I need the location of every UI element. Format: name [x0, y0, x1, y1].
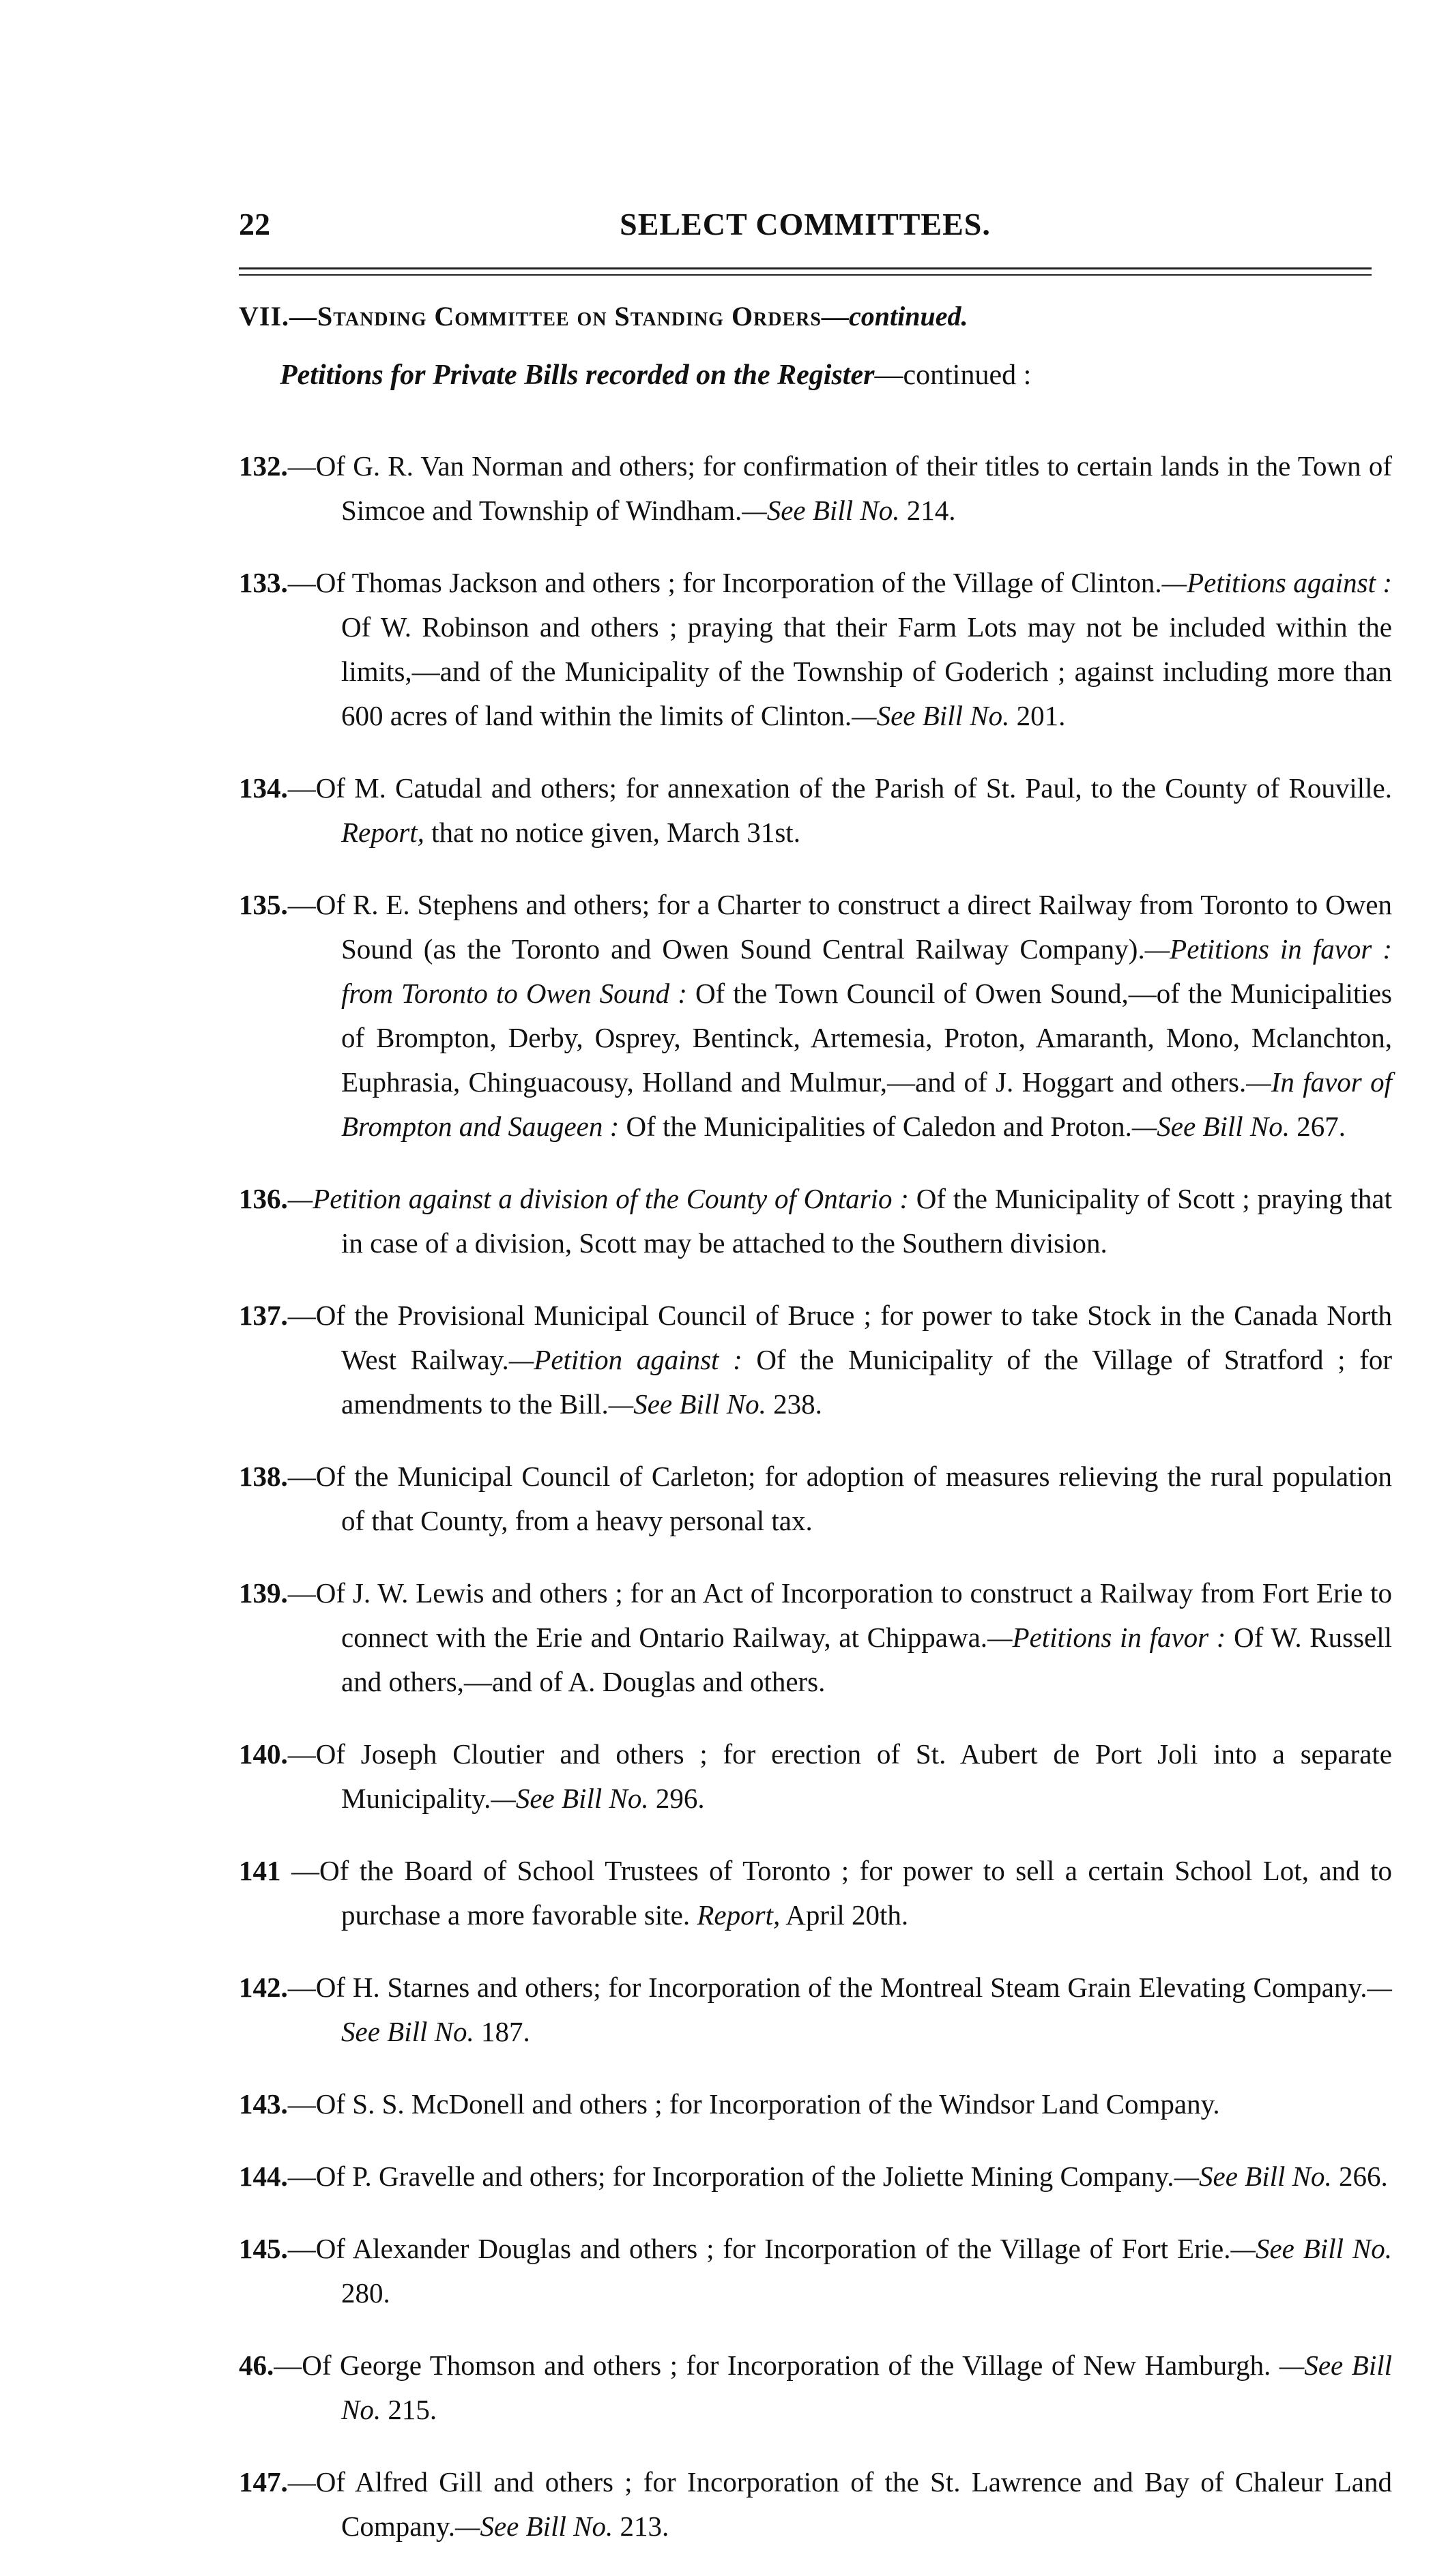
petition-text: 201.: [1009, 700, 1066, 731]
petition-italic-text: —Petition against a division of the County of Ontario :: [287, 1183, 909, 1214]
petition-text: Of the Town Council of Owen Sound,—of the Municipalities of Brompton, Derby, Osprey, Bentinck, Artemesia, Proton, Amaranth, Mono, Mclanchton, Euphrasia, Chinguacousy, Holland and Mulmur,—and of J. Hoggart and others.: [341, 978, 1392, 1098]
petition-entry: [239, 561, 1392, 738]
petition-entry: [239, 2154, 1392, 2199]
petition-entry: [239, 2082, 1392, 2126]
petition-text: Of W. Robinson and others ; praying that their Farm Lots may not be included within the limits,—and of the Municipality of the Township of Goderich ; against including more than 600 acres of land within the limits of Clinton.: [341, 611, 1392, 731]
section-label: VII.—Standing Committee on Standing Orders: [239, 301, 822, 332]
petition-italic-text: —See Bill No.: [1131, 1111, 1290, 1142]
petition-text: —Of R. E. Stephens and others; for a Charter to construct a direct Railway from Toronto to Owen Sound (as the Toronto and Owen Sound Central Railway Company).: [287, 889, 1392, 965]
petition-number: 136.: [239, 1183, 288, 1214]
petition-number: 132.: [239, 450, 288, 482]
petition-italic-text: Report,: [697, 1899, 781, 1931]
petition-text: 187.: [474, 2016, 530, 2047]
section-continued: —continued.: [821, 301, 968, 332]
petition-number: 137.: [239, 1300, 288, 1331]
petition-italic-text: —Petition against :: [508, 1344, 742, 1375]
petition-text: —Of Thomas Jackson and others ; for Incorporation of the Village of Clinton.: [287, 567, 1162, 598]
subheading: [280, 359, 1031, 392]
header-rule-top: [239, 267, 1372, 269]
petition-number: 140.: [239, 1738, 288, 1770]
petition-number: 143.: [239, 2088, 288, 2120]
petition-entry: [239, 444, 1392, 533]
petition-italic-text: —Petitions in favor : from Toronto to Owen Sound :: [341, 933, 1392, 1009]
petition-italic-text: —See Bill No.: [341, 2350, 1392, 2425]
petition-text: —Of H. Starnes and others; for Incorporation of the Montreal Steam Grain Elevating Company.: [287, 1972, 1367, 2003]
petition-entry: [239, 2460, 1392, 2549]
petition-text: —Of G. R. Van Norman and others; for confirmation of their titles to certain lands in the Town of Simcoe and Township of Windham.: [287, 450, 1392, 526]
petition-number: 46.: [239, 2350, 274, 2381]
petition-italic-text: —Petitions in favor :: [987, 1622, 1226, 1653]
petition-text: —Of the Board of School Trustees of Toronto ; for power to sell a certain School Lot, and to purchase a more favorable site.: [280, 1855, 1392, 1931]
petition-italic-text: Report,: [341, 817, 424, 848]
petition-number: 141: [239, 1855, 281, 1886]
petition-entry: [239, 1177, 1392, 1265]
petition-text: that no notice given, March 31st.: [424, 817, 800, 848]
section-heading: [239, 300, 968, 332]
petition-number: 139.: [239, 1577, 288, 1609]
petition-number: 147.: [239, 2466, 288, 2498]
petition-text: —Of M. Catudal and others; for annexation of the Parish of St. Paul, to the County of Rouville.: [287, 772, 1392, 804]
petition-entry: [239, 2227, 1392, 2315]
petition-text: —Of Alexander Douglas and others ; for Incorporation of the Village of Fort Erie.: [287, 2233, 1231, 2264]
petition-italic-text: —See Bill No.: [491, 1783, 649, 1814]
petition-entry: [239, 766, 1392, 855]
petition-entry: [239, 2343, 1392, 2432]
petition-number: 134.: [239, 772, 288, 804]
petition-number: 135.: [239, 889, 288, 920]
petition-italic-text: —See Bill No.: [1174, 2161, 1332, 2192]
petition-text: Of the Municipality of the Village of Stratford ; for amendments to the Bill.: [341, 1344, 1393, 1420]
subheading-italic: Petitions for Private Bills recorded on the Register: [280, 360, 875, 391]
petition-italic-text: —In favor of Brompton and Saugeen :: [341, 1066, 1392, 1142]
petition-entry: [239, 1732, 1392, 1821]
petition-italic-text: —See Bill No.: [341, 1972, 1392, 2047]
petition-italic-text: —See Bill No.: [742, 495, 900, 526]
petition-text: —Of the Municipal Council of Carleton; for adoption of measures relieving the rural population of that County, from a heavy personal tax.: [287, 1461, 1392, 1536]
petition-text: Of the Municipalities of Caledon and Proton.: [619, 1111, 1132, 1142]
subheading-continued: —continued :: [874, 360, 1032, 391]
petition-text: —Of Joseph Cloutier and others ; for erection of St. Aubert de Port Joli into a separate Municipality.: [287, 1738, 1392, 1814]
petition-text: —Of J. W. Lewis and others ; for an Act of Incorporation to construct a Railway from Fort Erie to connect with the Erie and Ontario Railway, at Chippawa.: [287, 1577, 1392, 1653]
petition-text: 280.: [341, 2277, 390, 2309]
petition-text: —Of George Thomson and others ; for Incorporation of the Village of New Hamburgh.: [274, 2350, 1279, 2381]
petition-text: April 20th.: [780, 1899, 909, 1931]
petition-italic-text: —Petitions against :: [1161, 567, 1392, 598]
petition-text: —Of Alfred Gill and others ; for Incorporation of the St. Lawrence and Bay of Chaleur Land Company.: [287, 2466, 1392, 2542]
petition-number: 133.: [239, 567, 288, 598]
petition-text: 213.: [613, 2511, 669, 2542]
petition-text: Of W. Russell and others,—and of A. Douglas and others.: [341, 1622, 1392, 1697]
page-number: 22: [239, 207, 270, 241]
petition-text: Of the Municipality of Scott ; praying that in case of a division, Scott may be attached to the Southern division.: [341, 1183, 1392, 1259]
petition-entry: [239, 883, 1392, 1149]
petition-italic-text: —See Bill No.: [1230, 2233, 1392, 2264]
petition-entry: [239, 1849, 1392, 1937]
petition-italic-text: —See Bill No.: [852, 700, 1010, 731]
petition-text: 267.: [1290, 1111, 1346, 1142]
petition-entry: [239, 1293, 1392, 1426]
petition-text: —Of P. Gravelle and others; for Incorporation of the Joliette Mining Company.: [287, 2161, 1174, 2192]
petition-number: 144.: [239, 2161, 288, 2192]
page-header: [239, 206, 1372, 247]
petition-text: 296.: [648, 1783, 705, 1814]
petition-text: —Of the Provisional Municipal Council of Bruce ; for power to take Stock in the Canada North West Railway.: [287, 1300, 1392, 1375]
petition-entry: [239, 1965, 1392, 2054]
petition-entry: [239, 1454, 1392, 1543]
petition-text: 238.: [766, 1388, 822, 1420]
petition-list: [239, 416, 1392, 2569]
petition-text: 215.: [381, 2394, 437, 2425]
header-rule-bottom: [239, 274, 1372, 276]
petition-number: 138.: [239, 1461, 288, 1492]
petition-text: —Of S. S. McDonell and others ; for Incorporation of the Windsor Land Company.: [287, 2088, 1220, 2120]
petition-text: 266.: [1331, 2161, 1388, 2192]
petition-text: 214.: [899, 495, 956, 526]
petition-entry: [239, 1571, 1392, 1704]
petition-number: 142.: [239, 1972, 288, 2003]
petition-number: 145.: [239, 2233, 288, 2264]
running-title: SELECT COMMITTEES.: [620, 207, 991, 241]
petition-italic-text: —See Bill No.: [608, 1388, 766, 1420]
petition-italic-text: —See Bill No.: [455, 2511, 613, 2542]
